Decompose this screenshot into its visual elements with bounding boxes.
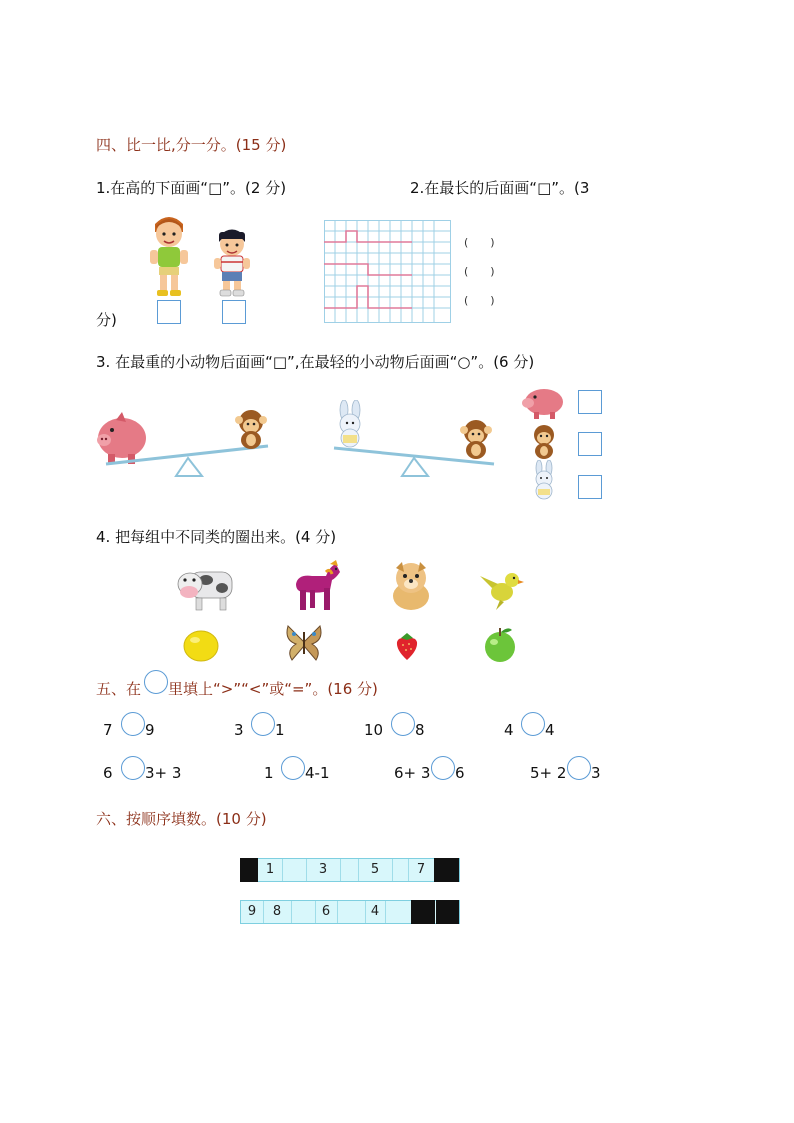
compare-2-left: 3	[234, 721, 244, 739]
compare-5-right: 3+ 3	[145, 764, 182, 782]
line-b	[324, 264, 412, 275]
sequence-blank[interactable]	[337, 901, 365, 923]
pig-icon	[97, 412, 146, 464]
monkey-icon	[460, 420, 492, 459]
compare-1-left: 7	[103, 721, 113, 739]
sequence-row-2	[240, 900, 460, 924]
compare-5-left: 6	[103, 764, 113, 782]
question-2-continued: 分)	[96, 311, 117, 329]
seesaw-pig-monkey	[96, 400, 276, 480]
dog-icon[interactable]	[388, 560, 434, 612]
sequence-cell: 5	[370, 862, 380, 877]
sequence-blank[interactable]	[291, 901, 315, 923]
blank-black-cell	[436, 900, 459, 924]
compare-6-right: 4-1	[305, 764, 330, 782]
compare-3-left: 10	[364, 721, 384, 739]
compare-6-circle[interactable]	[281, 756, 305, 780]
sequence-blank[interactable]	[282, 859, 306, 881]
sequence-blank[interactable]	[392, 859, 408, 881]
bird-icon[interactable]	[478, 566, 524, 612]
answer-box-short[interactable]	[222, 300, 246, 324]
answer-box-tall[interactable]	[157, 300, 181, 324]
sequence-blank[interactable]	[385, 901, 411, 923]
sequence-cell: 9	[247, 904, 257, 919]
section5-title-start: 五、在	[96, 680, 142, 698]
rabbit-icon	[340, 400, 360, 447]
short-boy-icon	[212, 226, 252, 298]
compare-7-left: 6+ 3	[394, 764, 431, 782]
sequence-cell: 4	[370, 904, 380, 919]
sequence-row-1	[240, 858, 460, 882]
blank-black-cell	[240, 858, 258, 882]
sequence-cell: 8	[272, 904, 282, 919]
apple-icon[interactable]	[482, 624, 518, 664]
compare-7-circle[interactable]	[431, 756, 455, 780]
answer-box-pig[interactable]	[578, 390, 602, 414]
question-4: 4. 把每组中不同类的圈出来。(4 分)	[96, 528, 337, 546]
monkey-icon	[528, 424, 560, 460]
title-circle-icon	[144, 670, 168, 694]
question-1: 1.在高的下面画“□”。(2 分)	[96, 179, 287, 197]
section5-title-end: 里填上“>”“<”或“=”。(16 分)	[168, 680, 378, 698]
rabbit-icon	[530, 460, 558, 500]
sequence-cell: 6	[321, 904, 331, 919]
sequence-cell: 7	[416, 862, 426, 877]
question-2: 2.在最长的后面画“□”。(3	[410, 179, 590, 197]
section6-title: 六、按顺序填数。(10 分)	[96, 810, 267, 828]
compare-8-left: 5+ 2	[530, 764, 567, 782]
horse-icon[interactable]	[286, 558, 342, 614]
line-length-grid	[324, 220, 452, 324]
compare-1-circle[interactable]	[121, 712, 145, 736]
monkey-icon	[235, 410, 267, 449]
compare-8-circle[interactable]	[567, 756, 591, 780]
compare-4-right: 4	[545, 721, 555, 739]
section4-title: 四、比一比,分一分。(15 分)	[96, 136, 287, 154]
blank-black-cell	[434, 858, 459, 882]
compare-8-right: 3	[591, 764, 601, 782]
answer-box-monkey[interactable]	[578, 432, 602, 456]
compare-3-right: 8	[415, 721, 425, 739]
cow-icon[interactable]	[176, 562, 234, 612]
answer-box-rabbit[interactable]	[578, 475, 602, 499]
compare-6-left: 1	[264, 764, 274, 782]
sequence-cell: 1	[265, 862, 275, 877]
lemon-icon[interactable]	[181, 626, 221, 664]
seesaw-rabbit-monkey	[330, 400, 500, 480]
compare-7-right: 6	[455, 764, 465, 782]
answer-paren-2[interactable]: ( )	[464, 265, 495, 278]
blank-black-cell	[411, 900, 435, 924]
answer-paren-1[interactable]: ( )	[464, 236, 495, 249]
compare-1-right: 9	[145, 721, 155, 739]
pig-icon	[520, 386, 566, 420]
compare-2-right: 1	[275, 721, 285, 739]
sequence-cell: 3	[318, 862, 328, 877]
strawberry-icon[interactable]	[394, 632, 420, 662]
compare-4-circle[interactable]	[521, 712, 545, 736]
sequence-blank[interactable]	[340, 859, 358, 881]
compare-5-circle[interactable]	[121, 756, 145, 780]
question-3: 3. 在最重的小动物后面画“□”,在最轻的小动物后面画“○”。(6 分)	[96, 353, 535, 371]
compare-4-left: 4	[504, 721, 514, 739]
compare-3-circle[interactable]	[391, 712, 415, 736]
answer-paren-3[interactable]: ( )	[464, 294, 495, 307]
compare-2-circle[interactable]	[251, 712, 275, 736]
butterfly-icon[interactable]	[284, 620, 324, 664]
tall-boy-icon	[146, 212, 192, 298]
